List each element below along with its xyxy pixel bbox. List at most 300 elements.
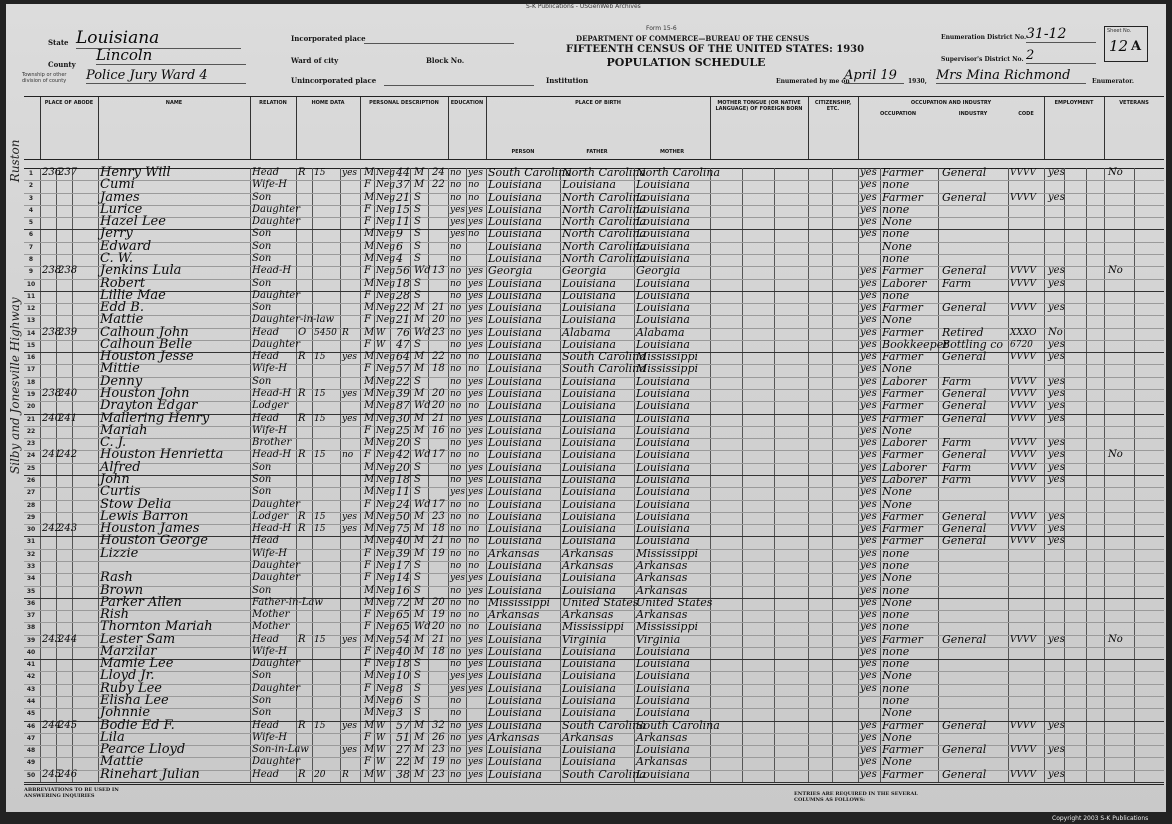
- cell-rel: Brother: [252, 437, 292, 449]
- cell-sex: F: [364, 547, 371, 559]
- cell-race: Neg: [376, 401, 395, 412]
- cell-occ: none: [882, 546, 910, 560]
- cell-code: VVVV: [1010, 475, 1036, 485]
- cell-rel: Head: [252, 633, 280, 645]
- cell-school: no: [450, 352, 462, 363]
- cell-occ: None: [882, 595, 912, 609]
- cell-occ: Laborer: [882, 473, 927, 486]
- cell-tenure: R: [298, 768, 306, 780]
- cell-code: VVVV: [1010, 438, 1036, 449]
- cell-code: XXXO: [1010, 327, 1037, 338]
- cell-bp: Louisiana: [488, 190, 542, 204]
- cell-bp: Louisiana: [488, 534, 542, 548]
- cell-ms: S: [414, 474, 421, 485]
- cell-eng: yes: [860, 437, 877, 449]
- cell-ms: S: [414, 252, 421, 264]
- line-number: 28: [26, 501, 36, 509]
- department-heading: DEPARTMENT OF COMMERCE—BUREAU OF THE CENSUS: [576, 34, 810, 43]
- cell-age: 65: [396, 608, 410, 622]
- line-number: 49: [26, 759, 36, 767]
- enumerated-date: April 19: [844, 68, 904, 84]
- cell-school: no: [450, 303, 462, 314]
- cell-ms: M: [414, 756, 425, 768]
- cell-school: no: [450, 548, 462, 559]
- cell-race: Neg: [376, 204, 395, 215]
- cell-ind: Farm: [942, 436, 972, 450]
- enumerator-label: Enumerator.: [1092, 78, 1134, 85]
- cell-fbp: Louisiana: [562, 301, 616, 315]
- cell-eng: yes: [860, 547, 877, 559]
- cell-fbp: Arkansas: [562, 608, 614, 622]
- cell-occ: none: [882, 288, 910, 302]
- cell-fbp: Virginia: [562, 632, 607, 646]
- cell-bp: Louisiana: [488, 387, 542, 401]
- line-number: 46: [26, 722, 36, 730]
- cell-lit: yes: [468, 389, 484, 400]
- cell-name: Marzilar: [100, 643, 157, 659]
- state-value: Louisiana: [76, 28, 241, 49]
- cell-lit: no: [468, 610, 480, 621]
- cell-race: Neg: [376, 622, 395, 633]
- cell-age: 37: [396, 178, 410, 192]
- cell-radio: yes: [342, 168, 358, 178]
- cell-work: yes: [1048, 191, 1065, 203]
- cell-race: W: [376, 339, 386, 350]
- cell-radio: R: [342, 327, 349, 338]
- cell-code: VVVV: [1010, 266, 1036, 277]
- cell-school: no: [450, 585, 462, 596]
- cell-rel: Head: [252, 768, 280, 780]
- cell-occ: none: [882, 558, 910, 572]
- cell-work: yes: [1048, 768, 1065, 780]
- cell-fbp: South Carolina: [562, 362, 646, 376]
- sheet-header: [6, 4, 1166, 96]
- cell-occ: None: [882, 215, 912, 229]
- cell-fbp: Louisiana: [562, 497, 616, 511]
- cell-rel: Son: [252, 461, 272, 473]
- cell-lit: yes: [468, 720, 484, 731]
- cell-school: no: [450, 364, 462, 375]
- cell-age: 14: [396, 571, 410, 585]
- cell-lit: yes: [468, 376, 484, 387]
- cell-rel: Lodger: [252, 400, 289, 412]
- cell-fbp: Louisiana: [562, 288, 616, 302]
- cell-am: 23: [432, 326, 445, 338]
- cell-am: 23: [432, 510, 445, 522]
- cell-race: W: [376, 327, 386, 338]
- line-number: 42: [26, 673, 36, 681]
- cell-radio: yes: [342, 720, 358, 731]
- col-divider: [40, 97, 41, 159]
- cell-am: 17: [432, 449, 445, 461]
- cell-eng: yes: [860, 670, 877, 682]
- cell-school: no: [450, 290, 462, 301]
- cell-value: 15: [314, 413, 326, 424]
- line-number: 35: [26, 587, 36, 595]
- cell-eng: yes: [860, 498, 877, 510]
- cell-ms: M: [414, 314, 425, 326]
- cell-fbp: Louisiana: [562, 681, 616, 695]
- cell-radio: yes: [342, 413, 358, 424]
- cell-occ: None: [882, 485, 912, 499]
- cell-radio: yes: [342, 634, 358, 645]
- cell-fbp: Louisiana: [562, 374, 616, 388]
- cell-sex: M: [364, 695, 375, 707]
- cell-name: Houston Jesse: [100, 349, 194, 365]
- cell-lit: yes: [468, 671, 484, 682]
- cell-school: no: [450, 241, 462, 252]
- col-divider: [1104, 97, 1105, 159]
- cell-fbp: Louisiana: [562, 423, 616, 437]
- census-sheet: [6, 3, 1166, 822]
- cell-am: 17: [432, 498, 445, 510]
- cell-vet: No: [1108, 265, 1123, 277]
- cell-am: 19: [432, 547, 445, 559]
- cell-school: yes: [450, 217, 466, 228]
- cell-age: 40: [396, 644, 410, 658]
- line-number: 7: [28, 243, 34, 251]
- cell-lit: no: [468, 352, 480, 363]
- cell-fbp: North Carolina: [562, 202, 647, 216]
- cell-name: Lewis Barron: [100, 508, 189, 524]
- cell-name: Thornton Mariah: [100, 619, 213, 635]
- cell-ms: M: [414, 388, 425, 400]
- cell-rel: Son: [252, 277, 272, 289]
- cell-sex: F: [364, 338, 371, 350]
- cell-sex: M: [364, 388, 375, 400]
- cell-bp: Louisiana: [488, 215, 542, 229]
- cell-sex: F: [364, 265, 371, 277]
- cell-occ: none: [882, 644, 910, 658]
- cell-name: Drayton Edgar: [100, 398, 198, 414]
- line-number: 37: [26, 612, 36, 620]
- line-number: 30: [26, 526, 36, 534]
- cell-fam: 240: [58, 388, 78, 400]
- cell-bp: Louisiana: [488, 448, 542, 462]
- cell-lit: yes: [468, 217, 484, 228]
- cell-eng: yes: [860, 265, 877, 277]
- cell-sex: M: [364, 252, 375, 264]
- cell-bp: Louisiana: [488, 657, 542, 671]
- cell-sex: M: [364, 719, 375, 731]
- cell-code: VVVV: [1010, 769, 1036, 780]
- cell-ind: General: [942, 534, 987, 548]
- cell-mbp: Louisiana: [636, 411, 690, 425]
- cell-rel: Wife-H: [252, 645, 288, 657]
- cell-mbp: Louisiana: [636, 681, 690, 695]
- cell-ms: M: [414, 412, 425, 424]
- cell-school: no: [450, 499, 462, 510]
- line-number: 5: [28, 219, 34, 227]
- cell-mbp: South Carolina: [636, 718, 720, 732]
- cell-fbp: North Carolina: [562, 190, 647, 204]
- cell-fbp: Louisiana: [562, 411, 616, 425]
- cell-sex: M: [364, 523, 375, 535]
- cell-name: Mattie: [100, 754, 144, 770]
- cell-occ: Laborer: [882, 276, 927, 290]
- cell-name: Mallering Henry: [100, 410, 210, 426]
- cell-am: 21: [432, 633, 445, 645]
- cell-mbp: Louisiana: [636, 399, 690, 413]
- cell-lit: yes: [468, 315, 484, 326]
- cell-eng: yes: [860, 682, 877, 694]
- cell-fbp: Louisiana: [562, 460, 616, 474]
- line-number: 24: [26, 452, 36, 460]
- cell-code: VVVV: [1010, 413, 1036, 424]
- sheet-number-value: 12: [1109, 37, 1129, 55]
- sheet-letter: A: [1131, 39, 1142, 54]
- cell-race: Neg: [376, 683, 395, 694]
- cell-name: Stow Delia: [100, 496, 172, 512]
- cell-race: Neg: [376, 278, 395, 289]
- cell-school: no: [450, 745, 462, 756]
- cell-lit: yes: [468, 573, 484, 584]
- cell-ms: S: [414, 461, 421, 473]
- cell-mbp: Mississippi: [636, 362, 698, 376]
- cell-ms: S: [414, 437, 421, 449]
- cell-fbp: Louisiana: [562, 448, 616, 462]
- cell-ms: M: [414, 363, 425, 375]
- cell-lit: no: [468, 548, 480, 559]
- cell-sex: M: [364, 535, 375, 547]
- cell-sex: F: [364, 572, 371, 584]
- cell-lit: yes: [468, 475, 484, 485]
- cell-bp: Louisiana: [488, 399, 542, 413]
- cell-rel: Daughter: [252, 572, 300, 584]
- cell-sex: M: [364, 277, 375, 289]
- cell-eng: yes: [860, 572, 877, 584]
- cell-sex: F: [364, 179, 371, 191]
- cell-rel: Son: [252, 252, 272, 264]
- cell-school: no: [450, 696, 462, 707]
- cell-sex: M: [364, 486, 375, 498]
- cell-race: Neg: [376, 438, 395, 449]
- cell-lit: yes: [468, 732, 484, 743]
- cell-rel: Daughter: [252, 682, 300, 694]
- cell-am: 20: [432, 400, 445, 412]
- cell-school: yes: [450, 487, 466, 498]
- cell-age: 30: [396, 411, 410, 425]
- cell-age: 10: [396, 669, 410, 683]
- cell-occ: Laborer: [882, 374, 927, 388]
- cell-mbp: Louisiana: [636, 251, 690, 265]
- cell-lit: no: [468, 450, 480, 461]
- cell-fbp: Louisiana: [562, 522, 616, 536]
- margin-note-text: Silby and Jonesville Highway: [8, 297, 22, 474]
- cell-occ: Farmer: [882, 387, 923, 401]
- cell-bp: Louisiana: [488, 485, 542, 499]
- cell-rel: Son: [252, 707, 272, 719]
- cell-work: yes: [1048, 719, 1065, 731]
- cell-lit: yes: [468, 278, 484, 289]
- line-number: 48: [26, 747, 36, 755]
- cell-eng: yes: [860, 768, 877, 780]
- cell-race: Neg: [376, 364, 395, 375]
- cell-age: 51: [396, 730, 410, 744]
- cell-lit: yes: [468, 462, 484, 473]
- cell-name: Houston George: [100, 533, 208, 549]
- cell-lit: yes: [468, 425, 484, 436]
- cell-occ: Farmer: [882, 632, 923, 646]
- cell-lit: no: [468, 192, 480, 203]
- cell-rel: Mother: [252, 621, 290, 633]
- cell-ms: S: [414, 584, 421, 596]
- cell-occ: Farmer: [882, 301, 923, 315]
- cell-age: 20: [396, 460, 410, 474]
- cell-age: 44: [396, 166, 410, 179]
- cell-fam: 241: [58, 412, 78, 424]
- entries-grid: [24, 165, 1164, 782]
- sheet-number-label: Sheet No.: [1107, 28, 1132, 34]
- cell-occ: Farmer: [882, 166, 923, 179]
- cell-school: no: [450, 462, 462, 473]
- cell-radio: yes: [342, 511, 358, 522]
- cell-school: no: [450, 315, 462, 326]
- cell-work: yes: [1048, 351, 1065, 363]
- cell-mbp: Louisiana: [636, 276, 690, 290]
- cell-sex: M: [364, 707, 375, 719]
- cell-tenure: R: [298, 449, 306, 461]
- cell-code: VVVV: [1010, 745, 1036, 756]
- cell-occ: Farmer: [882, 448, 923, 462]
- cell-eng: yes: [860, 424, 877, 436]
- line-number: 47: [26, 734, 36, 742]
- cell-sex: M: [364, 302, 375, 314]
- cell-occ: none: [882, 608, 910, 622]
- cell-race: Neg: [376, 389, 395, 400]
- line-number: 39: [26, 636, 36, 644]
- cell-radio: yes: [342, 745, 358, 756]
- cell-bp: Louisiana: [488, 767, 542, 781]
- cell-sex: F: [364, 449, 371, 461]
- cell-age: 65: [396, 620, 410, 634]
- cell-eng: yes: [860, 314, 877, 326]
- cell-ind: Retired: [942, 325, 984, 339]
- cell-age: 27: [396, 743, 410, 757]
- cell-am: 18: [432, 645, 445, 657]
- cell-vet: No: [1108, 167, 1123, 178]
- cell-mbp: Louisiana: [636, 767, 690, 781]
- cell-ms: S: [414, 559, 421, 571]
- cell-ms: S: [414, 375, 421, 387]
- cell-ind: General: [942, 411, 987, 425]
- cell-school: no: [450, 425, 462, 436]
- cell-eng: yes: [860, 449, 877, 461]
- cell-name: Edd B.: [100, 300, 144, 316]
- group-name: NAME: [165, 100, 183, 106]
- cell-mbp: Louisiana: [636, 694, 690, 708]
- cell-bp: Louisiana: [488, 202, 542, 216]
- cell-lit: yes: [468, 339, 484, 350]
- cell-occ: Farmer: [882, 534, 923, 548]
- cell-race: Neg: [376, 610, 395, 621]
- cell-school: no: [450, 180, 462, 191]
- cell-work: yes: [1048, 744, 1065, 756]
- unincorporated-label: Unincorporated place: [291, 76, 377, 85]
- cell-name: Mamie Lee: [100, 656, 174, 672]
- cell-tenure: R: [298, 523, 306, 535]
- cell-occ: Farmer: [882, 767, 923, 781]
- cell-mbp: Alabama: [636, 325, 685, 339]
- cell-fam: 239: [58, 326, 78, 338]
- cell-fbp: Louisiana: [562, 387, 616, 401]
- cell-tenure: R: [298, 167, 306, 178]
- cell-dw: 244: [42, 719, 62, 731]
- cell-race: W: [376, 769, 386, 780]
- cell-eng: yes: [860, 302, 877, 314]
- cell-age: 76: [396, 325, 410, 339]
- subhead-industry: INDUSTRY: [958, 111, 988, 117]
- line-number: 45: [26, 710, 36, 718]
- cell-work: yes: [1048, 400, 1065, 412]
- cell-fbp: Alabama: [562, 325, 611, 339]
- cell-fam: 244: [58, 633, 78, 645]
- cell-fbp: Louisiana: [562, 669, 616, 683]
- cell-work: yes: [1048, 338, 1065, 350]
- cell-bp: Louisiana: [488, 694, 542, 708]
- cell-code: VVVV: [1010, 401, 1036, 412]
- group-occupation: OCCUPATION AND INDUSTRY: [910, 100, 992, 106]
- cell-lit: no: [468, 401, 480, 412]
- cell-occ: Laborer: [882, 436, 927, 450]
- cell-occ: None: [882, 706, 912, 720]
- cell-occ: None: [882, 239, 912, 253]
- cell-name: Lillie Mae: [100, 287, 166, 303]
- schedule-title: POPULATION SCHEDULE: [606, 56, 766, 69]
- cell-race: Neg: [376, 646, 395, 657]
- cell-bp: Louisiana: [488, 743, 542, 757]
- cell-name: Curtis: [100, 484, 141, 500]
- line-number: 11: [26, 292, 36, 300]
- cell-code: VVVV: [1010, 462, 1036, 473]
- cell-school: yes: [450, 229, 466, 240]
- cell-race: Neg: [376, 671, 395, 682]
- cell-lit: yes: [468, 290, 484, 301]
- cell-value: 15: [314, 389, 326, 400]
- cell-sex: F: [364, 424, 371, 436]
- group-place-of-birth: PLACE OF BIRTH: [575, 100, 621, 106]
- cell-mbp: Louisiana: [636, 387, 690, 401]
- cell-race: Neg: [376, 499, 395, 510]
- enum-district-value: 31-12: [1026, 26, 1096, 43]
- cell-fbp: Louisiana: [562, 583, 616, 597]
- group-relation: RELATION: [259, 100, 287, 106]
- cell-work: yes: [1048, 523, 1065, 535]
- cell-occ: Bookkeeper: [882, 337, 949, 351]
- cell-race: Neg: [376, 180, 395, 191]
- cell-mbp: Louisiana: [636, 374, 690, 388]
- cell-occ: Farmer: [882, 509, 923, 523]
- cell-mbp: Louisiana: [636, 301, 690, 315]
- cell-eng: yes: [860, 584, 877, 596]
- county-value: Lincoln: [96, 46, 246, 65]
- cell-ms: S: [414, 572, 421, 584]
- cell-lit: yes: [468, 683, 484, 694]
- cell-race: W: [376, 757, 386, 768]
- cell-fbp: Arkansas: [562, 730, 614, 744]
- cell-ms: Wd: [414, 265, 431, 277]
- cell-race: Neg: [376, 696, 395, 707]
- cell-work: yes: [1048, 633, 1065, 645]
- cell-eng: yes: [860, 375, 877, 387]
- cell-name: Henry Will: [100, 165, 171, 180]
- cell-lit: no: [468, 229, 480, 240]
- cell-ind: Bottling co: [942, 337, 1003, 351]
- cell-race: Neg: [376, 376, 395, 387]
- cell-bp: Louisiana: [488, 423, 542, 437]
- cell-ind: General: [942, 718, 987, 732]
- subhead-mother: MOTHER: [659, 149, 685, 155]
